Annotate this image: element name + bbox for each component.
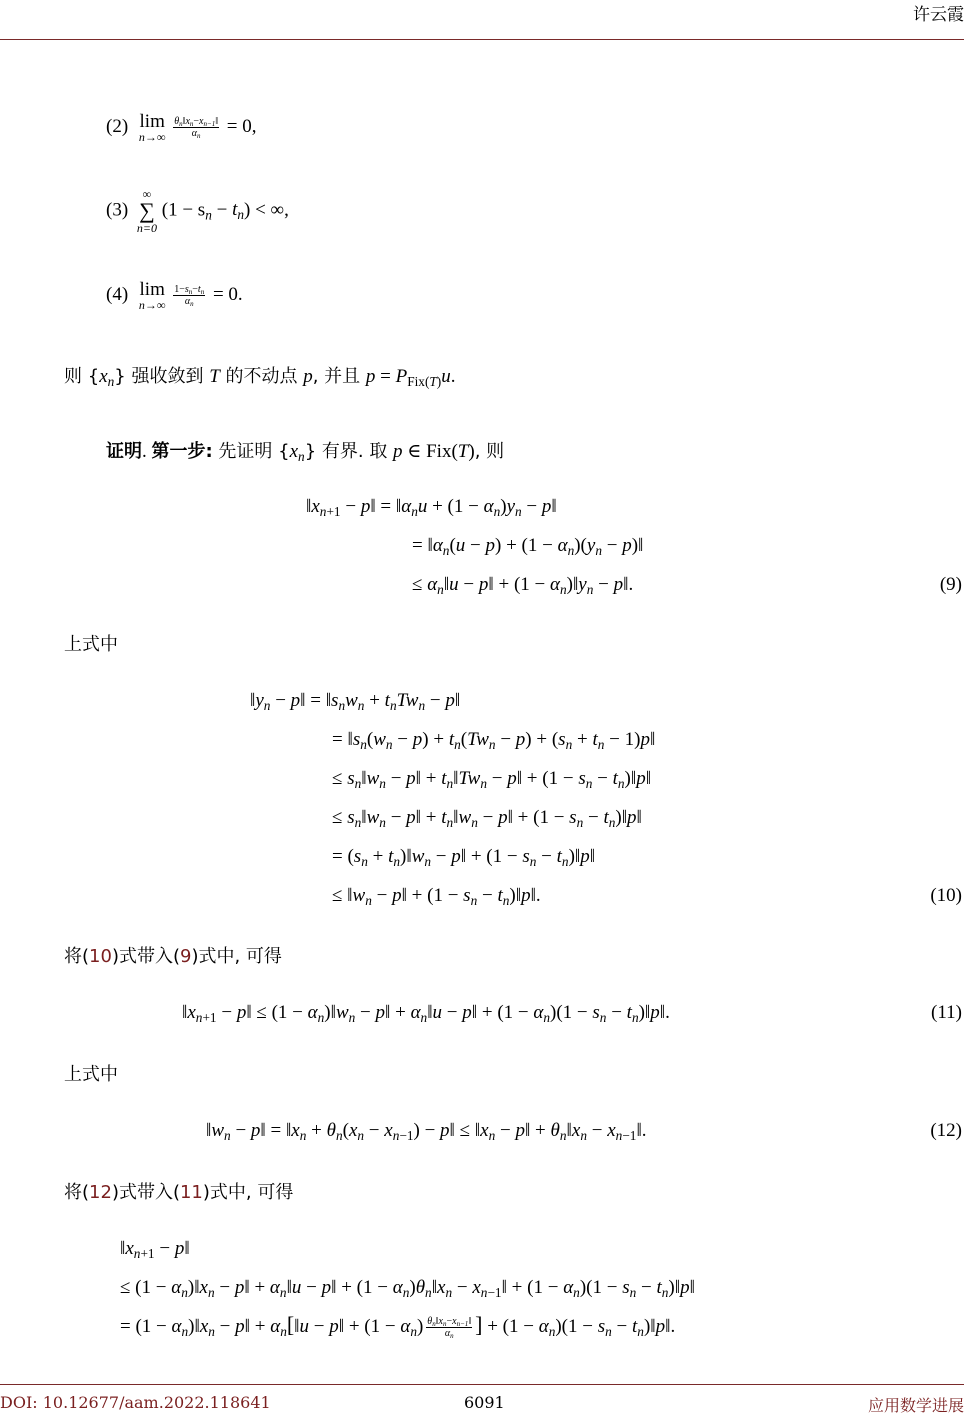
final-inequality-line-1: $‖x_{n+1}$ − p‖: [120, 1238, 190, 1261]
text-above-2: 上式中: [64, 1064, 118, 1085]
equation-12: $‖w_n$ − p‖ = $‖x_n + \theta_n(x_n - x_{n-1})$ − p‖ ≤ $‖x_n$ − p‖ + $\theta_n‖x_n$ − $x_{n-1}‖$.: [206, 1120, 647, 1143]
proof-text: } 有界. 取: [304, 441, 394, 462]
footer-doi[interactable]: DOI: 10.12677/aam.2022.118641: [0, 1393, 271, 1412]
condition-3-label: (3): [106, 199, 129, 221]
equation-9-line-3: ≤ $\alpha_n‖u$ − p‖ + $(1 - \alpha_n)‖y_n$ − p‖.: [412, 574, 634, 597]
equation-10-line-6: ≤ $‖w_n$ − p‖ + ($1 - s_n$ − $t_n)‖p‖$.: [332, 885, 541, 908]
header-rule: [0, 39, 964, 40]
equation-9-line-2: = $‖\alpha_n(u - p) + (1 - \alpha_n)(y_n$ − p)‖: [412, 535, 644, 558]
equation-10-line-4: ≤ $s_n‖w_n$ − p‖ + $t_n‖w_n$ − p‖ + ($1 - s_n$ − $t_n)‖p‖$: [332, 807, 642, 830]
equation-ref-link[interactable]: 10: [89, 946, 112, 967]
equation-number-12: (12): [930, 1120, 962, 1141]
conclusion-text: 则 {: [64, 366, 100, 387]
equation-10-line-3: ≤ $s_n‖w_n$ − p‖ + $t_n‖Tw_n$ − p‖ + ($1 - s_n$ − $t_n)‖p‖$: [332, 768, 652, 791]
footer-page-number: 6091: [464, 1393, 505, 1412]
equation-10-line-2: = $‖s_n(w_n - p) + t_n(Tw_n - p) + (s_n + t_n$ − 1)p‖: [332, 729, 656, 752]
condition-4-label: (4): [106, 283, 129, 305]
proof-intro: 证明. 第一步: 先证明 $\{x_n\}$ 有界. 取 p ∈ Fix(T), 则: [106, 441, 505, 464]
text-above-1: 上式中: [64, 634, 118, 655]
condition-2-tail: = 0,: [226, 115, 257, 137]
condition-2-label: (2): [106, 115, 129, 137]
equation-ref-link[interactable]: 11: [179, 1182, 203, 1203]
condition-3: (3) ∞ ∑ n=0 $(1 - s_n - t_n)$ < ∞,: [106, 187, 289, 235]
lim-operator: lim n→∞: [138, 279, 166, 312]
equation-number-11: (11): [931, 1002, 962, 1023]
fraction: $\frac{1-s_n-t_n}{\alpha_n}$: [174, 284, 205, 309]
proof-text: 先证明 {: [212, 441, 290, 462]
proof-label: 证明: [106, 441, 142, 462]
condition-3-tail: (1 − s: [161, 199, 206, 221]
fraction: $\frac{\theta_n‖x_n-x_{n-1}‖}{\alpha_n}$: [427, 1316, 472, 1341]
fraction: $\frac{\theta_n‖x_n-x_{n-1}‖}{\alpha_n}$: [174, 116, 219, 141]
equation-number-9: (9): [939, 574, 962, 595]
final-inequality-line-3: = $(1 - \alpha_n)‖x_n$ − p‖ + $\alpha_n[‖u$ − p‖ + $(1 - \alpha_n)$ $\frac{\theta_n‖x_n-x_{n-1}‖}{\alpha_n}$ ] + $(1 - \alpha_n)(1 - s_n$ − $t_n)‖p‖$.: [120, 1312, 676, 1341]
sum-operator: ∞ ∑ n=0: [136, 187, 158, 235]
equation-11: $‖x_{n+1}$ − p‖ ≤ $(1 - \alpha_n)‖w_n$ − p‖ + $\alpha_n‖u$ − p‖ + $(1 - \alpha_n)(1 - s_n$ − $t_n)‖p‖$.: [182, 1002, 670, 1025]
conclusion-text: 的不动点: [219, 366, 304, 387]
footer-rule: [0, 1384, 964, 1385]
equation-ref-link[interactable]: 9: [179, 946, 192, 967]
subst-text: 将(: [64, 946, 90, 967]
conclusion-sentence: 则 $\{x_n\}$ 强收敛到 T 的不动点 p, 并且 $p = P_{Fix(T)}u$.: [64, 366, 456, 389]
equation-10-line-1: $‖y_n$ − p‖ = $‖s_nw_n + t_nTw_n$ − p‖: [250, 690, 461, 713]
substitution-text-2: [64, 1178, 293, 1204]
subst-text: 将(: [64, 1182, 90, 1203]
conclusion-text: } 强收敛到: [114, 366, 210, 387]
equation-9-line-1: $‖x_{n+1}$ − p‖ = $‖\alpha_nu + (1 - \alpha_n)y_n$ − p‖: [306, 496, 557, 519]
header-author: 许云霞: [913, 5, 964, 25]
subst-text: )式中, 可得: [191, 946, 282, 967]
equation-number-10: (10): [930, 885, 962, 906]
conclusion-text: , 并且: [312, 366, 366, 387]
subst-text: )式中, 可得: [202, 1182, 294, 1203]
substitution-text-1: [64, 942, 282, 968]
condition-4-tail: = 0.: [212, 283, 243, 305]
proof-step: 第一步:: [151, 441, 213, 462]
final-inequality-line-2: ≤ $(1 - \alpha_n)‖x_n$ − p‖ + $\alpha_n‖u$ − p‖ + $(1 - \alpha_n)\theta_n‖x_n$ − $x_{n-1}‖ + (1 - \alpha_n)(1 - s_n$ − $t_n)‖p‖$: [120, 1277, 695, 1300]
proof-text: , 则: [474, 441, 505, 462]
subst-text: )式带入(: [111, 1182, 180, 1203]
condition-2: [106, 112, 257, 143]
lim-operator: lim n→∞: [138, 111, 166, 144]
subst-text: )式带入(: [111, 946, 180, 967]
equation-10-line-5: = ($s_n$ + $t_n)‖w_n$ − p‖ + ($1 - s_n$ − $t_n)‖p‖$: [332, 846, 596, 869]
equation-ref-link[interactable]: 12: [89, 1182, 112, 1203]
footer-journal[interactable]: 应用数学进展: [867, 1396, 964, 1415]
condition-4: [106, 280, 243, 311]
